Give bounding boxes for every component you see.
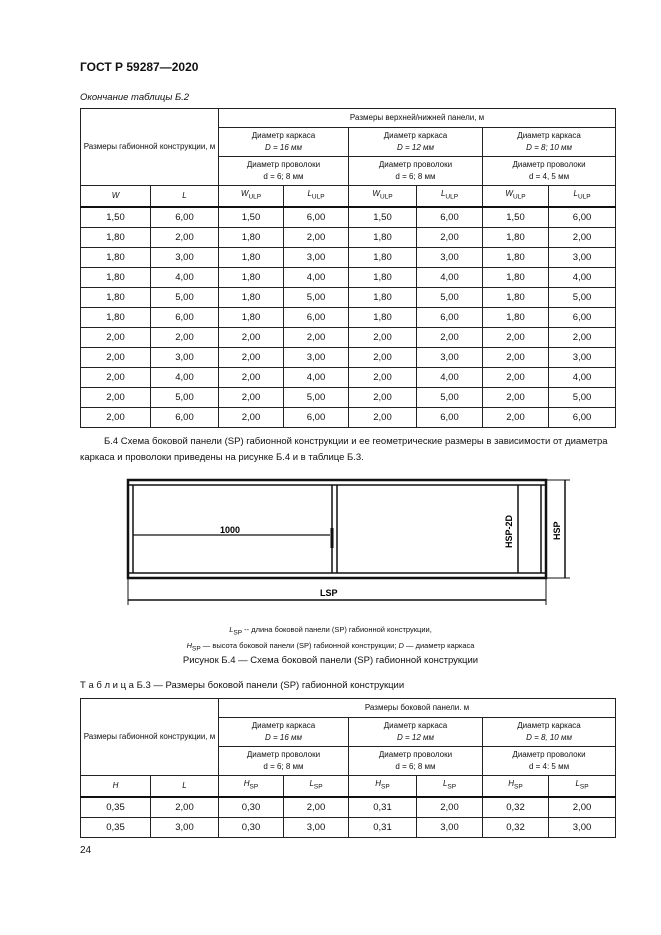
table-cell: 1,80 <box>483 228 549 248</box>
table-row <box>81 248 616 268</box>
column-symbol: L <box>440 189 446 199</box>
table-cell: 1,80 <box>349 268 417 288</box>
group-header: Размеры габионной конструкции, м <box>81 109 219 186</box>
table-row <box>81 308 616 328</box>
column-symbol: L <box>309 779 314 789</box>
frame-diameter-header <box>483 718 616 747</box>
table-b3 <box>80 698 616 838</box>
table-cell: 6,00 <box>151 408 219 428</box>
table-cell: 2,00 <box>284 328 349 348</box>
table-cell: 2,00 <box>549 228 616 248</box>
table-cell: 0,32 <box>483 818 549 838</box>
table-row <box>81 797 616 818</box>
table-cell: 2,00 <box>81 368 151 388</box>
table-cell: 4,00 <box>417 368 483 388</box>
wire-diameter-header <box>349 157 483 186</box>
column-subscript: SP <box>514 783 523 791</box>
table-row <box>81 328 616 348</box>
table-cell: 1,80 <box>349 248 417 268</box>
table-cell: 6,00 <box>549 408 616 428</box>
column-subscript: ULP <box>379 193 393 201</box>
wire-diameter-header <box>219 157 349 186</box>
table-cell: 1,50 <box>483 207 549 228</box>
table-cell: 5,00 <box>284 388 349 408</box>
column-header <box>483 186 549 208</box>
legend-symbol: L <box>229 625 234 634</box>
dim-lsp-label: LSP <box>320 588 338 598</box>
table-cell: 2,00 <box>549 797 616 818</box>
column-header: L <box>151 776 219 798</box>
table-cell: 3,00 <box>151 818 219 838</box>
column-subscript: ULP <box>577 193 591 201</box>
figure-legend <box>0 624 661 655</box>
table-row <box>81 388 616 408</box>
frame-diameter-header <box>219 718 349 747</box>
table-cell: 0,35 <box>81 818 151 838</box>
column-header <box>219 776 284 798</box>
column-header <box>483 776 549 798</box>
column-header <box>417 776 483 798</box>
table-cell: 6,00 <box>549 207 616 228</box>
table-cell: 5,00 <box>549 288 616 308</box>
column-subscript: SP <box>249 783 259 791</box>
table-cell: 2,00 <box>349 328 417 348</box>
table-cell: 2,00 <box>483 348 549 368</box>
table-cell: 2,00 <box>284 797 349 818</box>
legend-symbol: H <box>186 640 192 650</box>
table-cell: 6,00 <box>417 408 483 428</box>
frame-diameter-header <box>219 128 349 157</box>
table-cell: 2,00 <box>151 328 219 348</box>
column-header <box>284 186 349 208</box>
column-subscript: ULP <box>512 193 526 201</box>
column-subscript: ULP <box>445 193 459 201</box>
table-row <box>81 408 616 428</box>
table-cell: 2,00 <box>219 408 284 428</box>
table-row <box>81 348 616 368</box>
table-cell: 2,00 <box>483 388 549 408</box>
column-header <box>284 776 349 798</box>
frame-value: D = 8, 10 мм <box>526 733 572 742</box>
table-cell: 3,00 <box>284 248 349 268</box>
side-panel-diagram <box>120 470 590 610</box>
table-cell: 0,31 <box>349 797 417 818</box>
table-b3-caption: Т а б л и ц а Б.3 — Размеры боковой панели (SP) габионной конструкции <box>80 680 405 691</box>
wire-value: d = 6; 8 мм <box>395 762 436 771</box>
wire-label: Диаметр проволоки <box>512 160 586 169</box>
table-cell: 2,00 <box>549 328 616 348</box>
frame-label: Диаметр каркаса <box>517 721 581 730</box>
legend-subscript: SP <box>192 645 201 652</box>
table-cell: 4,00 <box>284 268 349 288</box>
table-cell: 5,00 <box>151 288 219 308</box>
table-b2 <box>80 108 616 428</box>
wire-value: d = 4, 5 мм <box>528 172 570 181</box>
table-cell: 1,80 <box>81 228 151 248</box>
dim-1000-label: 1000 <box>220 525 241 535</box>
table-cell: 1,50 <box>349 207 417 228</box>
table-row <box>81 818 616 838</box>
wire-label: Диаметр проволоки <box>512 750 586 759</box>
table-cell: 3,00 <box>417 818 483 838</box>
table-cell: 4,00 <box>549 368 616 388</box>
table-cell: 4,00 <box>151 268 219 288</box>
frame-label: Диаметр каркаса <box>383 131 448 140</box>
frame-diameter-header <box>483 128 616 157</box>
table-cell: 6,00 <box>417 308 483 328</box>
wire-value: d = 6; 8 мм <box>395 172 436 181</box>
table-cell: 2,00 <box>417 328 483 348</box>
table-cell: 0,30 <box>219 797 284 818</box>
table-cell: 2,00 <box>81 328 151 348</box>
table-cell: 1,80 <box>349 228 417 248</box>
frame-label: Диаметр каркаса <box>383 721 448 730</box>
table-cell: 2,00 <box>417 228 483 248</box>
wire-value: d = 4: 5 мм <box>528 762 570 771</box>
table-cell: 2,00 <box>219 348 284 368</box>
frame-value: D = 12 мм <box>397 733 434 742</box>
table-cell: 1,80 <box>81 288 151 308</box>
wire-label: Диаметр проволоки <box>246 750 321 759</box>
table-cell: 2,00 <box>81 388 151 408</box>
table-cell: 3,00 <box>549 248 616 268</box>
dim-hsp-2d-label: HSP-2D <box>504 514 514 548</box>
table-cell: 6,00 <box>284 308 349 328</box>
column-subscript: SP <box>447 783 457 791</box>
column-symbol: L <box>307 189 312 199</box>
table-cell: 0,35 <box>81 797 151 818</box>
table-cell: 2,00 <box>483 368 549 388</box>
frame-diameter-header <box>349 718 483 747</box>
table-cell: 3,00 <box>284 818 349 838</box>
table-cell: 5,00 <box>549 388 616 408</box>
column-symbol: W <box>372 189 380 199</box>
table-cell: 2,00 <box>349 368 417 388</box>
table-cell: 1,80 <box>81 248 151 268</box>
column-symbol: H <box>375 779 382 789</box>
table-cell: 2,00 <box>483 408 549 428</box>
column-symbol: W <box>240 189 249 199</box>
table-cell: 1,80 <box>81 308 151 328</box>
frame-label: Диаметр каркаса <box>251 131 316 140</box>
table-cell: 1,80 <box>219 268 284 288</box>
wire-diameter-header <box>483 157 616 186</box>
table-cell: 3,00 <box>151 348 219 368</box>
table-cell: 3,00 <box>549 348 616 368</box>
column-header <box>349 186 417 208</box>
table-cell: 2,00 <box>151 228 219 248</box>
table-cell: 1,80 <box>483 268 549 288</box>
column-header <box>219 186 284 208</box>
dim-hsp-label: HSP <box>552 521 562 540</box>
column-symbol: L <box>573 189 578 199</box>
table-cell: 2,00 <box>219 388 284 408</box>
table-cell: 3,00 <box>417 248 483 268</box>
table-cell: 1,50 <box>219 207 284 228</box>
table-cell: 5,00 <box>417 288 483 308</box>
table-row <box>81 368 616 388</box>
table-row <box>81 228 616 248</box>
table-b2-caption: Окончание таблицы Б.2 <box>80 92 190 103</box>
top-header: Размеры боковой панели. м <box>219 699 616 718</box>
table-cell: 2,00 <box>417 797 483 818</box>
table-row <box>81 288 616 308</box>
column-header: L <box>151 186 219 208</box>
table-cell: 1,80 <box>483 288 549 308</box>
table-cell: 2,00 <box>219 368 284 388</box>
table-cell: 2,00 <box>284 228 349 248</box>
standard-header: ГОСТ Р 59287—2020 <box>80 60 199 74</box>
legend-symbol: D <box>398 640 404 650</box>
table-cell: 2,00 <box>349 348 417 368</box>
column-header: W <box>81 186 151 208</box>
table-cell: 1,80 <box>483 308 549 328</box>
table-cell: 2,00 <box>349 388 417 408</box>
frame-label: Диаметр каркаса <box>517 131 581 140</box>
table-cell: 2,00 <box>349 408 417 428</box>
column-subscript: ULP <box>248 193 262 201</box>
table-cell: 3,00 <box>151 248 219 268</box>
group-header: Размеры габионной конструкции, м <box>81 699 219 776</box>
table-cell: 4,00 <box>549 268 616 288</box>
frame-value: D = 12 мм <box>397 143 434 152</box>
table-cell: 6,00 <box>151 308 219 328</box>
column-symbol: W <box>505 189 513 199</box>
wire-label: Диаметр проволоки <box>246 160 321 169</box>
table-cell: 1,50 <box>81 207 151 228</box>
wire-value: d = 6; 8 мм <box>263 172 304 181</box>
frame-value: D = 16 мм <box>265 733 302 742</box>
table-cell: 1,80 <box>349 288 417 308</box>
table-cell: 1,80 <box>81 268 151 288</box>
column-subscript: SP <box>579 783 589 791</box>
wire-diameter-header <box>349 747 483 776</box>
table-cell: 2,00 <box>219 328 284 348</box>
column-header <box>349 776 417 798</box>
column-symbol: H <box>243 779 250 789</box>
column-symbol: L <box>442 779 448 789</box>
table-cell: 4,00 <box>417 268 483 288</box>
table-cell: 6,00 <box>417 207 483 228</box>
frame-label: Диаметр каркаса <box>251 721 316 730</box>
frame-value: D = 16 мм <box>265 143 302 152</box>
table-cell: 3,00 <box>417 348 483 368</box>
page-number: 24 <box>80 845 92 856</box>
table-cell: 3,00 <box>284 348 349 368</box>
legend-subscript: SP <box>233 629 243 637</box>
top-header: Размеры верхней/нижней панели, м <box>219 109 616 128</box>
frame-diameter-header <box>349 128 483 157</box>
table-cell: 0,32 <box>483 797 549 818</box>
column-header: H <box>81 776 151 798</box>
table-cell: 4,00 <box>151 368 219 388</box>
table-cell: 1,80 <box>219 308 284 328</box>
figure-caption: Рисунок Б.4 — Схема боковой панели (SP) габионной конструкции <box>182 655 479 666</box>
column-subscript: SP <box>313 783 323 791</box>
table-cell: 6,00 <box>284 408 349 428</box>
legend-text: — диаметр каркаса <box>403 640 475 650</box>
table-cell: 1,80 <box>483 248 549 268</box>
table-row <box>81 268 616 288</box>
table-row <box>81 207 616 228</box>
frame-value: D = 8; 10 мм <box>526 143 572 152</box>
column-header <box>417 186 483 208</box>
column-symbol: L <box>575 779 580 789</box>
wire-label: Диаметр проволоки <box>378 160 453 169</box>
table-cell: 6,00 <box>549 308 616 328</box>
table-cell: 1,80 <box>349 308 417 328</box>
paragraph-b4: Б.4 Схема боковой панели (SP) габионной конструкции и ее геометрические размеры в зависимости от диаметра каркаса и проволоки приведены на рисунке Б.4 и в таблице Б.3. <box>80 436 608 463</box>
table-cell: 6,00 <box>284 207 349 228</box>
table-cell: 1,80 <box>219 228 284 248</box>
table-cell: 2,00 <box>81 408 151 428</box>
table-cell: 5,00 <box>151 388 219 408</box>
wire-value: d = 6; 8 мм <box>263 762 304 771</box>
wire-label: Диаметр проволоки <box>378 750 453 759</box>
column-symbol: H <box>508 779 515 789</box>
column-subscript: ULP <box>311 193 325 201</box>
table-cell: 6,00 <box>151 207 219 228</box>
legend-text: — высота боковой панели (SP) габионной конструкции; <box>200 640 399 650</box>
table-cell: 2,00 <box>483 328 549 348</box>
column-header <box>549 186 616 208</box>
table-cell: 1,80 <box>219 248 284 268</box>
table-cell: 2,00 <box>81 348 151 368</box>
table-cell: 5,00 <box>417 388 483 408</box>
table-cell: 3,00 <box>549 818 616 838</box>
wire-diameter-header <box>219 747 349 776</box>
table-cell: 0,31 <box>349 818 417 838</box>
table-cell: 2,00 <box>151 797 219 818</box>
table-cell: 5,00 <box>284 288 349 308</box>
table-cell: 0,30 <box>219 818 284 838</box>
column-header <box>549 776 616 798</box>
table-cell: 1,80 <box>219 288 284 308</box>
column-subscript: SP <box>381 783 390 791</box>
legend-text: -- длина боковой панели (SP) габионной конструкции, <box>242 625 432 634</box>
table-cell: 4,00 <box>284 368 349 388</box>
wire-diameter-header <box>483 747 616 776</box>
